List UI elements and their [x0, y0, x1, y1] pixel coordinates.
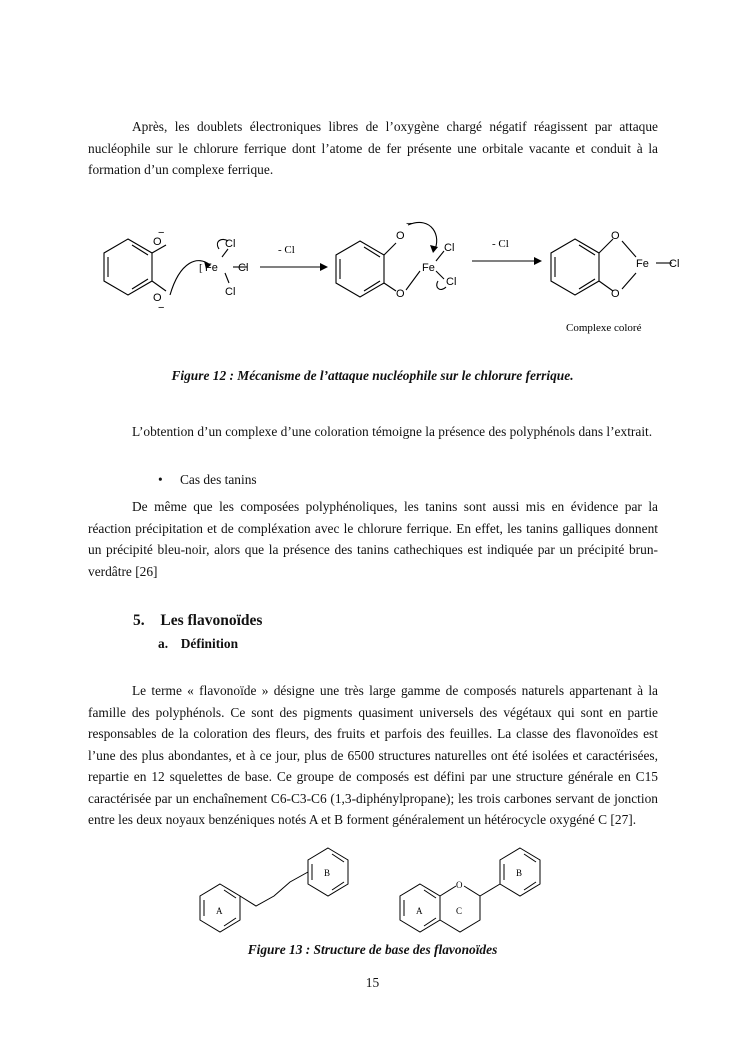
ring-a-label: A	[216, 906, 223, 916]
charge-label: −	[406, 218, 413, 230]
paragraph-2-text: L’obtention d’un complexe d’une coloration témoigne la présence des polyphénols dans l’extrait.	[132, 424, 653, 439]
bullet-text: Cas des tanins	[180, 472, 257, 487]
subsection-heading	[158, 636, 238, 652]
subsection-title: Définition	[180, 636, 239, 651]
ring-c-label: C	[456, 906, 463, 916]
iron-label: Fe	[422, 262, 435, 274]
bullet-dot: •	[158, 472, 163, 487]
figure-12-mechanism	[80, 215, 700, 335]
page-number: 15	[365, 975, 380, 990]
figure-13-caption: Figure 13 : Structure de base des flavonoïdes	[247, 942, 498, 957]
section-title: Les flavonoïdes	[160, 612, 263, 629]
charge-label: −	[158, 227, 165, 239]
ring-a-label: A	[416, 906, 423, 916]
chlorine-label: Cl	[225, 238, 236, 250]
benzene-ring-1	[104, 239, 152, 295]
ring-b-label: B	[324, 868, 331, 878]
bracket-label: [	[199, 262, 203, 274]
chlorine-label: Cl	[238, 262, 249, 274]
oxygen-label: O	[396, 288, 405, 300]
figure-12-caption: Figure 12 : Mécanisme de l’attaque nucléophile sur le chlorure ferrique.	[171, 368, 574, 383]
paragraph-1-text: Après, les doublets électroniques libres de l’oxygène chargé négatif réagissent par attaque nucléophile sur le chlorure ferrique dont l’atome de fer présente une orbitale vacante et conduit à la formation d’un complexe ferrique.	[88, 119, 658, 177]
subsection-letter: a.	[158, 636, 169, 651]
chlorine-label: Cl	[225, 286, 236, 298]
figure-13-structures	[190, 842, 560, 934]
loss-cl-label: - Cl	[278, 244, 295, 256]
paragraph-4-text: Le terme « flavonoïde » désigne une très large gamme de composés naturels appartenant à la famille des polyphénols. Ce sont des pigments quasiment universels des végétaux qui sont en partie responsables de la coloration des fleurs, des fruits et parfois des feuilles. La classe des flavonoïdes est l’une des plus abondantes, et à ce jour, plus de 6500 structures naturelles ont été isolées et caractérisées, repartie en 12 squelettes de base. Ce groupe de composés est défini par une structure générale en C15 caractérisée par un enchaînement C6-C3-C6 (1,3-diphénylpropane); les trois carbones servant de jonction entre les deux noyaux benzéniques notés A et B forment généralement un hétérocycle oxygéné C [27].	[88, 683, 658, 827]
product-label: Complexe coloré	[566, 322, 642, 334]
paragraph-1	[88, 116, 658, 181]
chlorine-label: Cl	[444, 242, 455, 254]
oxygen-label: O	[611, 288, 620, 300]
chlorine-label: Cl	[446, 276, 457, 288]
oxygen-label: O	[456, 880, 463, 890]
section-number: 5.	[133, 612, 145, 629]
oxygen-label: O	[396, 230, 405, 242]
iron-label: Fe	[636, 258, 649, 270]
iron-label: Fe	[205, 262, 218, 274]
oxygen-label: O	[153, 236, 162, 248]
oxygen-label: O	[153, 292, 162, 304]
benzene-ring-2	[336, 241, 384, 297]
paragraph-3-text: De même que les composées polyphénoliques, les tanins sont aussi mis en évidence par la réaction précipitation et de compléxation avec le chlorure ferrique. En effet, les tanins galliques donnent un précipité bleu-noir, alors que la présence des tanins cathechiques est indiquée par un précipité brun-verdâtre [26]	[88, 499, 658, 579]
loss-cl-label: - Cl	[492, 238, 509, 250]
section-heading	[133, 612, 262, 630]
benzene-ring-3	[551, 239, 599, 295]
charge-label: −	[158, 302, 165, 314]
paragraph-3	[88, 496, 658, 582]
ring-b-label: B	[516, 868, 523, 878]
paragraph-4	[88, 680, 658, 831]
oxygen-label: O	[611, 230, 620, 242]
chlorine-label: Cl	[669, 258, 680, 270]
paragraph-2	[88, 421, 658, 443]
